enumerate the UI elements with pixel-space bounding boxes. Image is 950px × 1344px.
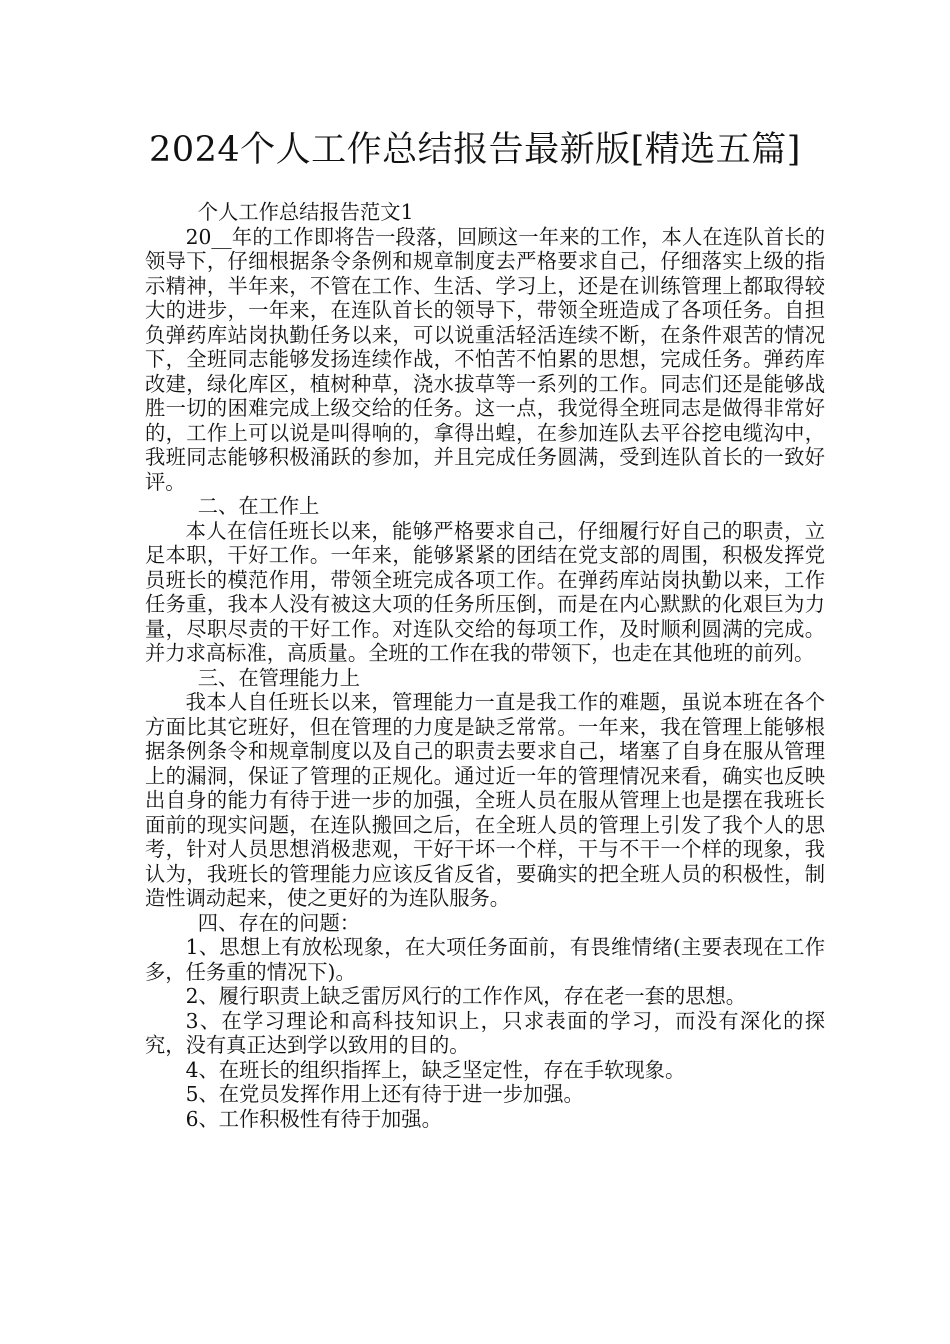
document-title: 2024个人工作总结报告最新版[精选五篇] [149, 130, 801, 170]
issue-item: 4、在班长的组织指挥上，缺乏坚定性，存在手软现象。 [185, 1057, 686, 1082]
heading-management: 三、在管理能力上 [197, 665, 361, 690]
issue-item: 6、工作积极性有待于加强。 [185, 1106, 442, 1131]
issue-item: 5、在党员发挥作用上还有待于进一步加强。 [185, 1082, 584, 1106]
heading-issues: 四、存在的问题： [197, 910, 361, 935]
section-label: 个人工作总结报告范文1 [197, 200, 414, 224]
work-paragraph: 本人在信任班长以来，能够严格要求自己，仔细履行好自己的职责，立足本职，干好工作。一年来，能够紧紧的团结在党支部的周围，积极发挥党员班长的模范作用，带领全班完成各项工作。在弹药库站岗执勤以来，工作任务重，我本人没有被这大项的任务所压倒，而是在内心默默的化艰巨为力量，尽职尽责的干好工作。对连队交给的每项工作，及时顺利圆满的完成。并力求高标准，高质量。全班的工作在我的带领下，也走在其他班的前列。 [145, 518, 825, 665]
issue-item: 2、履行职责上缺乏雷厉风行的工作作风，存在老一套的思想。 [185, 984, 747, 1008]
issue-item: 3、在学习理论和高科技知识上，只求表面的学习，而没有深化的探究，没有真正达到学以致用的目的。 [145, 1008, 825, 1057]
intro-paragraph: 20__年的工作即将告一段落，回顾这一年来的工作，本人在连队首长的领导下，仔细根据条令条例和规章制度去严格要求自己，仔细落实上级的指示精神，半年来，不管在工作、生活、学习上，还是在训练管理上都取得较大的进步，一年来，在连队首长的领导下，带领全班造成了各项任务。自担负弹药库站岗执勤任务以来，可以说重活轻活连续不断，在条件艰苦的情况下，全班同志能够发扬连续作战，不怕苦不怕累的思想，完成任务。弹药库改建，绿化库区，植树种草，浇水拔草等一系列的工作。同志们还是能够战胜一切的困难完成上级交给的任务。这一点，我觉得全班同志是做得非常好的，工作上可以说是叫得响的，拿得出蝗，在参加连队去平谷挖电缆沟中，我班同志能够积极涌跃的参加，并且完成任务圆满，受到连队首长的一致好评。 [145, 224, 825, 494]
document-body [145, 200, 825, 1131]
issue-item: 1、思想上有放松现象，在大项任务面前，有畏维情绪(主要表现在工作多，任务重的情况下)。 [145, 935, 825, 984]
management-paragraph: 我本人自任班长以来，管理能力一直是我工作的难题，虽说本班在各个方面比其它班好，但在管理的力度是缺乏常常。一年来，我在管理上能够根据条例条令和规章制度以及自己的职责去要求自己，堵塞了自身在服从管理上的漏洞，保证了管理的正规化。通过近一年的管理情况来看，确实也反映出自身的能力有待于进一步的加强，全班人员在服从管理上也是摆在我班长面前的现实问题，在连队搬回之后，在全班人员的管理上引发了我个人的思考，针对人员思想消极悲观，干好干坏一个样，干与不干一个样的现象，我认为，我班长的管理能力应该反省反省，要确实的把全班人员的积极性，制造性调动起来，使之更好的为连队服务。 [145, 690, 825, 910]
heading-work: 二、在工作上 [197, 494, 320, 518]
